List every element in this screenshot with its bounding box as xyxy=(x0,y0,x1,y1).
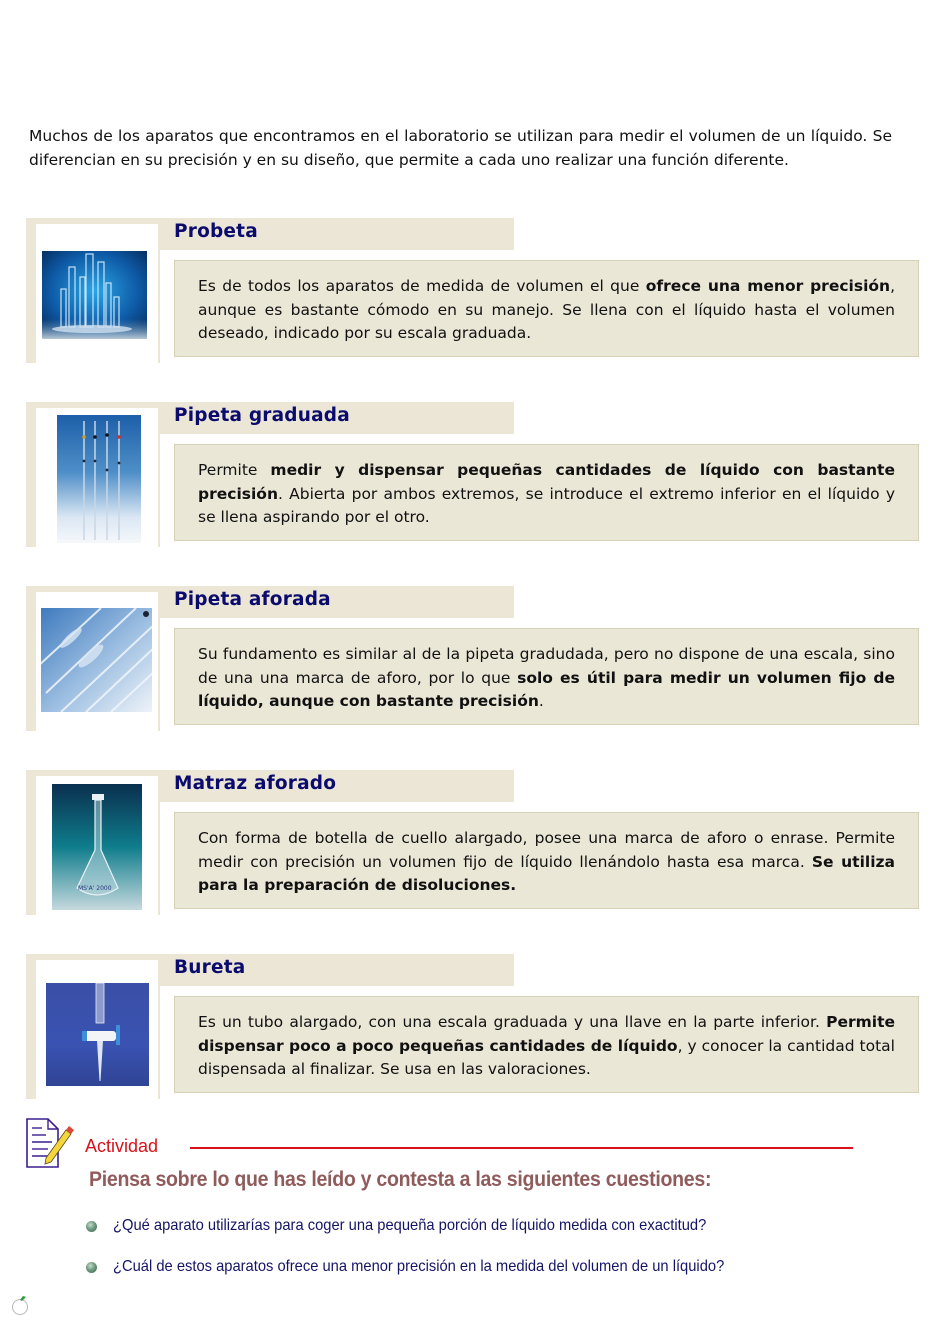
svg-text:MS'A' 2000: MS'A' 2000 xyxy=(78,885,112,892)
intro-paragraph: Muchos de los aparatos que encontramos en el laboratorio se utilizan para medir el volumen de un líquido. Se diferencian en su precisión y en su diseño, que permite a cada uno realizar una función diferente. xyxy=(29,127,892,169)
image-panel xyxy=(36,960,158,1099)
bullet-icon xyxy=(86,1262,97,1273)
instrument-description xyxy=(174,444,919,541)
instrument-description xyxy=(174,628,919,725)
question-item xyxy=(86,1214,758,1238)
desc-text: Es de todos los aparatos de medida de volumen el que xyxy=(198,277,646,295)
instrument-card-pipeta-aforada xyxy=(26,586,919,731)
desc-text: , y conocer la cantidad total dispensada al finalizar. Se usa en las valoraciones. xyxy=(198,1036,895,1078)
instrument-description xyxy=(174,812,919,909)
image-panel xyxy=(36,592,158,731)
instrument-title: Pipeta graduada xyxy=(174,405,350,426)
desc-emphasis: Permite dispensar poco a poco pequeñas cantidades de líquido xyxy=(198,1013,895,1055)
desc-text: Es un tubo alargado, con una escala graduada y una llave en la parte inferior. xyxy=(198,1013,827,1031)
instrument-title: Pipeta aforada xyxy=(174,589,331,610)
instrument-title: Bureta xyxy=(174,957,246,978)
instrument-card-probeta xyxy=(26,218,919,363)
desc-emphasis: medir y dispensar pequeñas cantidades de líquido con bastante precisión xyxy=(198,461,895,503)
image-panel xyxy=(36,224,158,363)
desc-emphasis: ofrece una menor precisión xyxy=(645,277,891,295)
instrument-card-bureta xyxy=(26,954,919,1099)
activity-divider xyxy=(190,1147,853,1149)
desc-text: . Abierta por ambos extremos, se introduce el extremo inferior en el líquido y se llena aspirando por el otro. xyxy=(198,484,895,526)
apple-icon xyxy=(10,1294,30,1316)
volumetric-pipettes-photo xyxy=(41,608,152,712)
instrument-card-matraz-aforado xyxy=(26,770,919,915)
desc-emphasis: Se utiliza para la preparación de disoluciones. xyxy=(198,852,895,894)
activity-label: Actividad xyxy=(85,1136,159,1156)
desc-emphasis: solo es útil para medir un volumen fijo de líquido, aunque con bastante precisión xyxy=(198,668,895,710)
graduated-pipettes-photo xyxy=(57,415,141,543)
desc-text: Su fundamento es similar al de la pipeta gradudada, pero no dispone de una escala, sino de una una marca de aforo, por lo que xyxy=(198,645,895,687)
instrument-card-pipeta-graduada xyxy=(26,402,919,547)
instrument-description xyxy=(174,996,919,1093)
image-panel xyxy=(36,776,158,915)
notepad-pencil-icon xyxy=(26,1118,74,1168)
activity-heading: Piensa sobre lo que has leído y contesta a las siguientes cuestiones: xyxy=(89,1168,712,1191)
burette-photo xyxy=(46,983,149,1086)
desc-text: . xyxy=(538,692,544,710)
question-text: ¿Qué aparato utilizarías para coger una pequeña porción de líquido medida con exactitud? xyxy=(113,1217,707,1234)
image-panel xyxy=(36,408,158,547)
desc-text: , aunque es bastante cómodo en su manejo. Se llena con el líquido hasta el volumen deseado, indicado por su escala graduada. xyxy=(198,277,895,342)
instrument-description xyxy=(174,260,919,357)
instrument-title: Probeta xyxy=(174,221,258,242)
question-text: ¿Cuál de estos aparatos ofrece una menor precisión en la medida del volumen de un líquido? xyxy=(113,1258,725,1275)
bullet-icon xyxy=(86,1221,97,1232)
volumetric-flask-photo xyxy=(52,784,142,910)
question-item xyxy=(86,1255,777,1279)
desc-text: Permite xyxy=(198,461,271,479)
instrument-title: Matraz aforado xyxy=(174,773,337,794)
graduated-cylinders-photo xyxy=(42,251,147,339)
desc-text: Con forma de botella de cuello alargado, posee una marca de aforo o enrase. Permite medir con precisión un volumen fijo de líquido llenándolo hasta esa marca. xyxy=(198,829,895,871)
